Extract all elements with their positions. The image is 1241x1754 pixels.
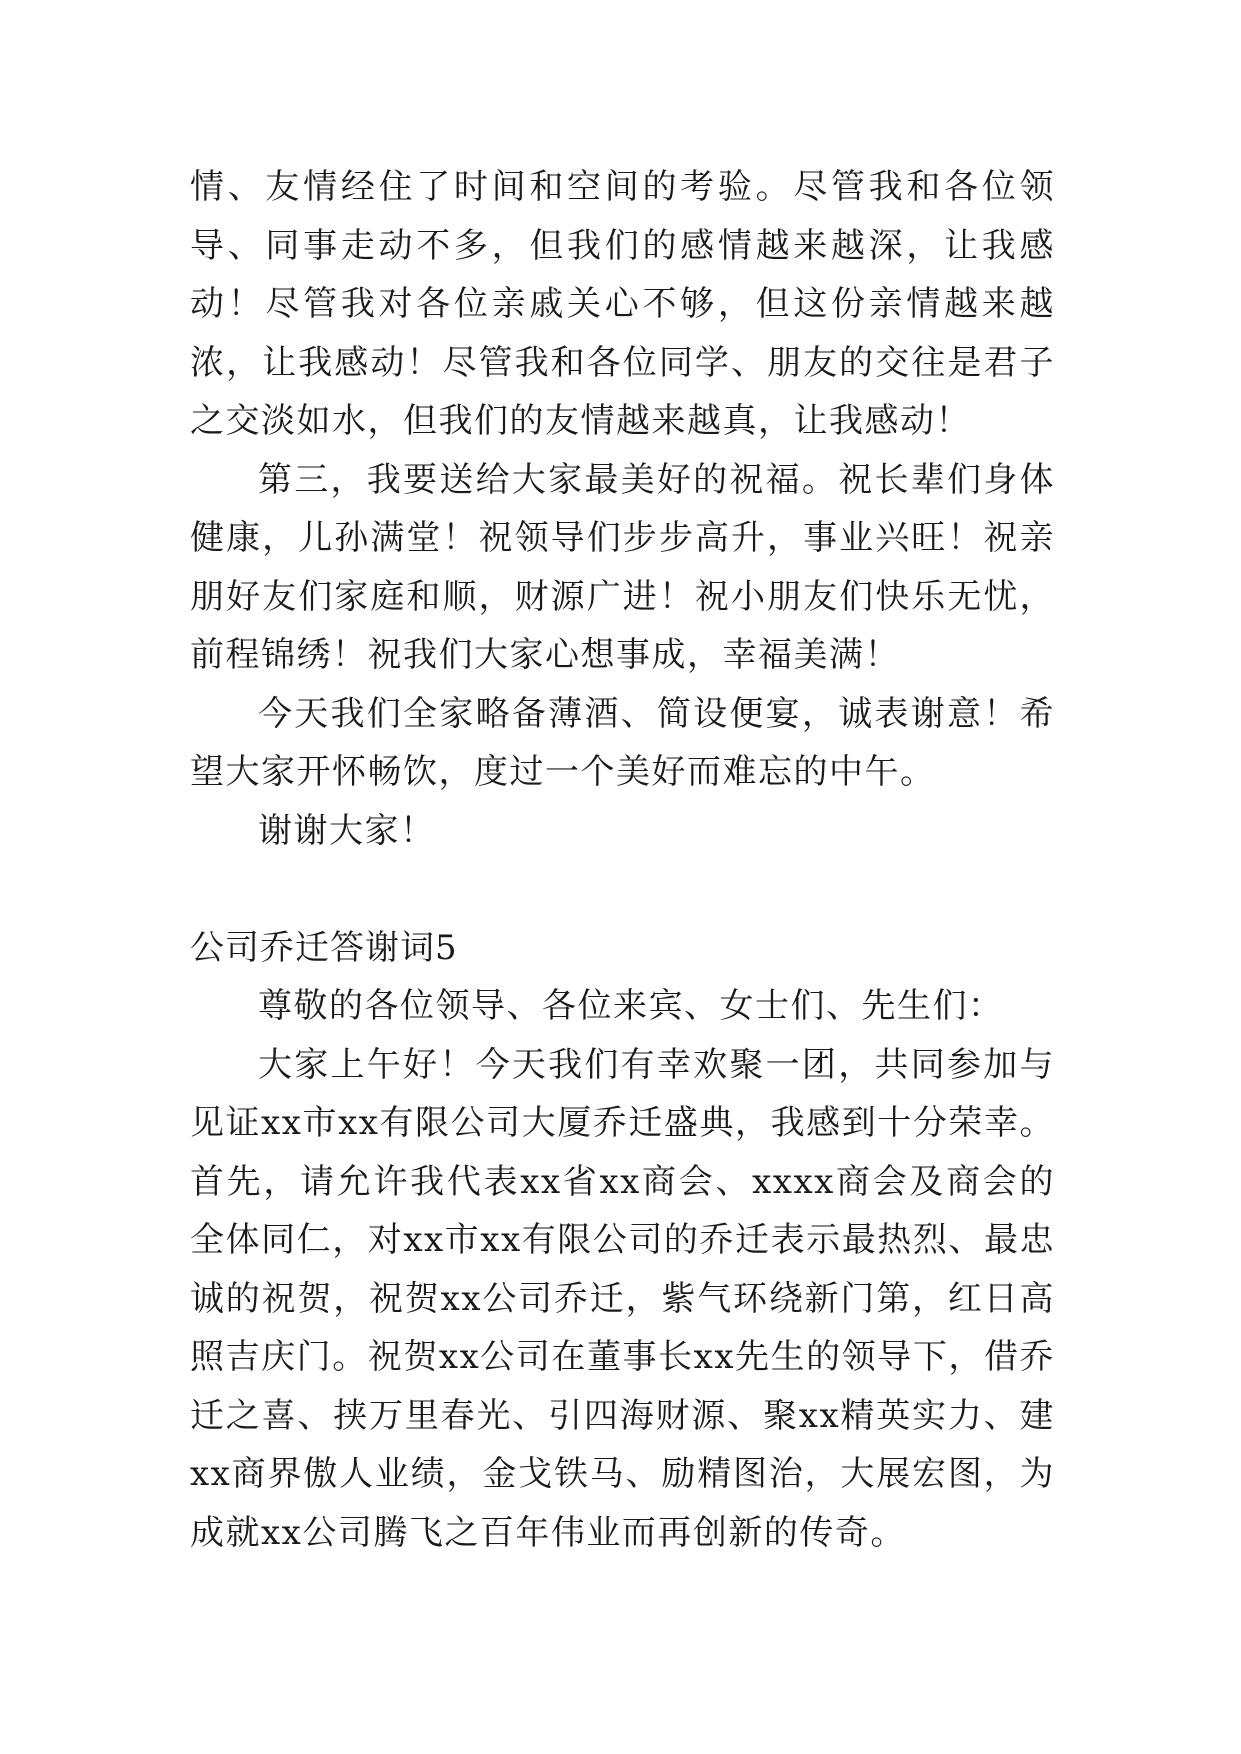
section-title: 公司乔迁答谢词5 <box>190 927 458 968</box>
paragraph-thanks: 谢谢大家！ <box>258 810 436 851</box>
paragraph-congratulations: 大家上午好！今天我们有幸欢聚一团，共同参加与见证xx市xx有限公司大厦乔迁盛典，我感到十分荣幸。首先，请允许我代表xx省xx商会、xxxx商会及商会的全体同仁，对xx市xx有限公司的乔迁表示最热烈、最忠诚的祝贺，祝贺xx公司乔迁，紫气环绕新门第，红日高照吉庆门。祝贺xx公司在董事长xx先生的领导下，借乔迁之喜、挟万里春光、引四海财源、聚xx精英实力、建xx商界傲人业绩，金戈铁马、励精图治，大展宏图，为成就xx公司腾飞之百年伟业而再创新的传奇。 <box>190 1044 1055 1553</box>
section-spacer <box>190 860 1055 919</box>
paragraph-banquet: 今天我们全家略备薄酒、简设便宴，诚表谢意！希望大家开怀畅饮，度过一个美好而难忘的中午。 <box>190 693 1055 792</box>
paragraph-salutation: 尊敬的各位领导、各位来宾、女士们、先生们： <box>258 986 1004 1026</box>
document-body <box>190 158 1055 1562</box>
paragraph-continued: 情、友情经住了时间和空间的考验。尽管我和各位领导、同事走动不多，但我们的感情越来越深，让我感动！尽管我对各位亲戚关心不够，但这份亲情越来越浓，让我感动！尽管我和各位同学、朋友的交往是君子之交淡如水，但我们的友情越来越真，让我感动！ <box>190 167 1055 441</box>
paragraph-blessings: 第三，我要送给大家最美好的祝福。祝长辈们身体健康，儿孙满堂！祝领导们步步高升，事业兴旺！祝亲朋好友们家庭和顺，财源广进！祝小朋友们快乐无忧，前程锦绣！祝我们大家心想事成，幸福美满！ <box>190 459 1055 675</box>
